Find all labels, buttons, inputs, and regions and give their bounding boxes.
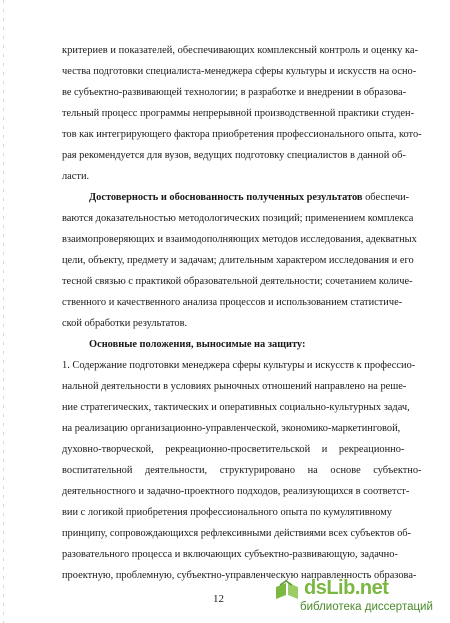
text-line: ваются доказательностью методологических позиций; применением комплекса	[62, 213, 414, 224]
text-line: принципу, сопровождающихся рефлексивными действиями всех субъектов об-	[62, 528, 412, 539]
text-line: духовно-творческой, рекреационно-просветительской и рекреационно-	[62, 444, 405, 455]
heading-reliability: Достоверность и обоснованность полученных результатов	[89, 192, 363, 203]
text-line: ве субъектно-развивающей технологии; в разработке и внедрении в образова-	[62, 87, 407, 98]
book-icon	[274, 579, 302, 603]
text-run: обеспечи-	[362, 192, 410, 203]
text-line: критериев и показателей, обеспечивающих комплексный контроль и оценку ка-	[62, 45, 419, 56]
text-line: ние стратегических, тактических и оперативных социально-культурных задач,	[62, 402, 410, 413]
section-heading: Основные положения, выносимые на защиту:	[89, 339, 306, 350]
page-number: 12	[213, 593, 224, 605]
text-line: рая рекомендуется для вузов, ведущих подготовку специалистов в данной об-	[62, 150, 406, 161]
text-line: тельный процесс программы непрерывной производственной практики студен-	[62, 108, 415, 119]
text-line: разовательного процесса и включающих субъектно-развивающую, задачно-	[62, 549, 398, 560]
text-line	[89, 191, 409, 205]
text-line: вии с логикой приобретения профессионального опыта по кумулятивному	[62, 507, 392, 518]
text-line: тов как интегрирующего фактора приобретения профессионального опыта, кото-	[62, 129, 422, 140]
text-line: деятельностного и задачно-проектного подходов, реализующихся в соответст-	[62, 486, 410, 497]
text-line: цели, объекту, предмету и задачам; длительным характером исследования и его	[62, 255, 414, 266]
watermark	[274, 577, 444, 615]
watermark-tagline: библиотека диссертаций	[300, 601, 433, 613]
text-line: проектную, проблемную, субъектно-управленческую направленность образова-	[62, 570, 417, 581]
scan-edge	[3, 0, 4, 623]
text-line: тесной связью с практикой образовательной деятельности; сочетанием количе-	[62, 276, 413, 287]
text-line: взаимопроверяющих и взаимодополняющих методов исследования, адекватных	[62, 234, 417, 245]
text-line: на реализацию организационно-управленческой, экономико-маркетинговой,	[62, 423, 401, 434]
watermark-logo: dsLib.net	[304, 577, 389, 599]
text-line: ласти.	[62, 171, 90, 182]
text-line: ственного и качественного анализа процессов и использованием статистиче-	[62, 297, 403, 308]
text-line: ской обработки результатов.	[62, 318, 188, 329]
text-line: нальной деятельности в условиях рыночных отношений направлено на реше-	[62, 381, 407, 392]
text-line: воспитательной деятельности, структурировано на основе субъектно-	[62, 465, 422, 476]
text-line: 1. Содержание подготовки менеджера сферы культуры и искусств к профессио-	[62, 360, 416, 371]
text-line: чества подготовки специалиста-менеджера сферы культуры и искусств на осно-	[62, 66, 417, 77]
